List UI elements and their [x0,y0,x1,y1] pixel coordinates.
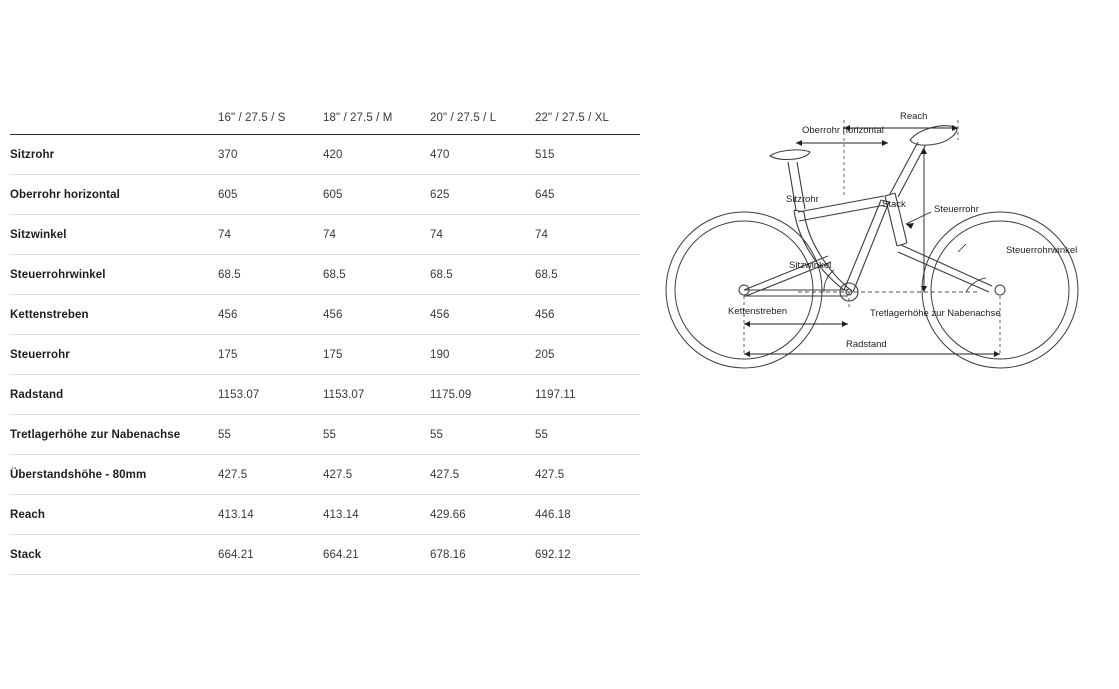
label-radstand: Radstand [846,339,887,350]
cell-stack-m: 664.21 [323,535,430,575]
cell-reach-l: 429.66 [430,495,535,535]
cell-steuerrohrwinkel-l: 68.5 [430,255,535,295]
table-row [10,335,640,375]
cell-steuerrohr-s: 175 [218,335,323,375]
column-header-size-s: 16" / 27.5 / S [218,112,286,124]
table-header-row [10,112,640,135]
label-kettenstreben: Kettenstreben [728,306,788,317]
cell-steuerrohr-m: 175 [323,335,430,375]
label-sitzwinkel: Sitzwinkel [789,260,832,271]
table-row [10,375,640,415]
cell-sitzrohr-m: 420 [323,135,430,175]
row-label-sitzrohr: Sitzrohr [10,135,218,175]
cell-sitzwinkel-m: 74 [323,215,430,255]
cell-kettenstreben-s: 456 [218,295,323,335]
cell-sitzrohr-xl: 515 [535,135,640,175]
column-header-size-xl: 22" / 27.5 / XL [535,112,609,124]
cell-kettenstreben-xl: 456 [535,295,640,335]
table-row [10,455,640,495]
table-row [10,495,640,535]
table-row [10,535,640,575]
cell-reach-m: 413.14 [323,495,430,535]
cell-ueberstandshoehe-m: 427.5 [323,455,430,495]
row-label-tretlagerhoehe: Tretlagerhöhe zur Nabenachse [10,415,218,455]
cell-radstand-xl: 1197.11 [535,375,640,415]
cell-sitzwinkel-l: 74 [430,215,535,255]
bike-geometry-diagram [648,100,1110,390]
cell-steuerrohrwinkel-xl: 68.5 [535,255,640,295]
cell-kettenstreben-l: 456 [430,295,535,335]
cell-sitzrohr-s: 370 [218,135,323,175]
cell-kettenstreben-m: 456 [323,295,430,335]
row-label-radstand: Radstand [10,375,218,415]
column-header-0 [10,112,218,135]
label-sitzrohr: Sitzrohr [786,194,819,205]
row-label-steuerrohrwinkel: Steuerrohrwinkel [10,255,218,295]
cell-oberrohr-xl: 645 [535,175,640,215]
cell-reach-xl: 446.18 [535,495,640,535]
row-label-steuerrohr: Steuerrohr [10,335,218,375]
row-label-oberrohr-horizontal: Oberrohr horizontal [10,175,218,215]
column-header-size-l: 20" / 27.5 / L [430,112,497,124]
cell-oberrohr-s: 605 [218,175,323,215]
table-row [10,255,640,295]
label-reach: Reach [900,111,928,122]
cell-ueberstandshoehe-l: 427.5 [430,455,535,495]
cell-radstand-s: 1153.07 [218,375,323,415]
cell-stack-s: 664.21 [218,535,323,575]
label-steuerrohrwinkel: Steuerrohrwinkel [1006,245,1078,256]
row-label-ueberstandshoehe: Überstandshöhe - 80mm [10,455,218,495]
cell-reach-s: 413.14 [218,495,323,535]
cell-oberrohr-l: 625 [430,175,535,215]
cell-tretlagerhoehe-l: 55 [430,415,535,455]
column-header-size-m: 18" / 27.5 / M [323,112,393,124]
cell-steuerrohrwinkel-m: 68.5 [323,255,430,295]
label-steuerrohr: Steuerrohr [934,204,979,215]
cell-stack-l: 678.16 [430,535,535,575]
table-row [10,175,640,215]
cell-radstand-l: 1175.09 [430,375,535,415]
cell-radstand-m: 1153.07 [323,375,430,415]
cell-steuerrohr-l: 190 [430,335,535,375]
table-row [10,215,640,255]
cell-stack-xl: 692.12 [535,535,640,575]
cell-tretlagerhoehe-xl: 55 [535,415,640,455]
table-row [10,415,640,455]
geometry-table [10,112,640,575]
cell-tretlagerhoehe-m: 55 [323,415,430,455]
cell-ueberstandshoehe-xl: 427.5 [535,455,640,495]
cell-tretlagerhoehe-s: 55 [218,415,323,455]
cell-oberrohr-m: 605 [323,175,430,215]
geometry-table-body [10,135,640,575]
row-label-reach: Reach [10,495,218,535]
geometry-table-wrapper [10,112,640,575]
cell-sitzwinkel-xl: 74 [535,215,640,255]
cell-steuerrohrwinkel-s: 68.5 [218,255,323,295]
label-stack: Stack [882,199,906,210]
cell-sitzwinkel-s: 74 [218,215,323,255]
cell-sitzrohr-l: 470 [430,135,535,175]
row-label-kettenstreben: Kettenstreben [10,295,218,335]
cell-steuerrohr-xl: 205 [535,335,640,375]
table-row [10,295,640,335]
geometry-table-head [10,112,640,135]
row-label-stack: Stack [10,535,218,575]
table-row [10,135,640,175]
label-oberrohr-horizontal: Oberrohr horizontal [802,125,884,136]
cell-ueberstandshoehe-s: 427.5 [218,455,323,495]
row-label-sitzwinkel: Sitzwinkel [10,215,218,255]
label-tretlagerhoehe: Tretlagerhöhe zur Nabenachse [870,308,1001,319]
